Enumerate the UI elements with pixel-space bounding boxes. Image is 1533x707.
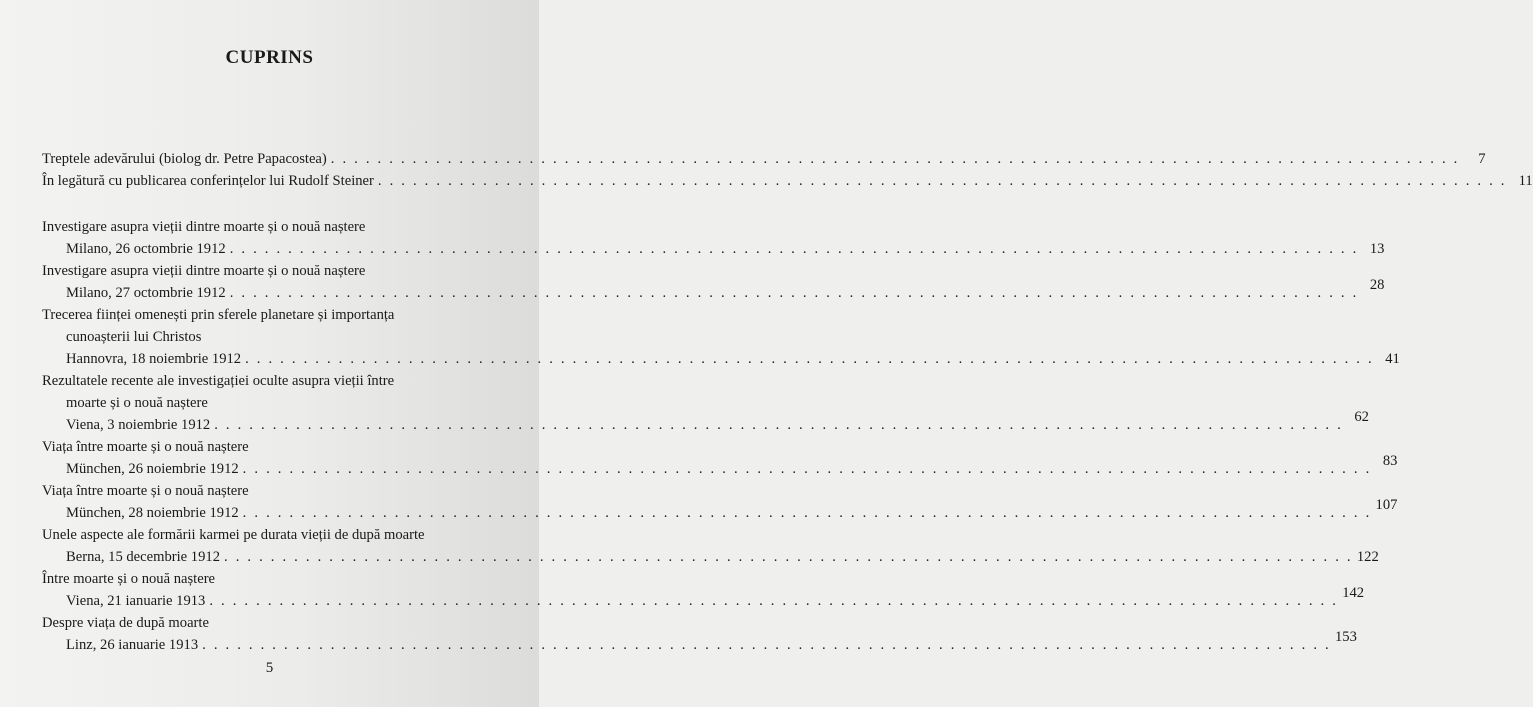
dot-leader <box>209 590 1338 612</box>
toc-entry[interactable] <box>42 480 1398 524</box>
dot-leader <box>230 238 1359 260</box>
dot-leader <box>224 546 1353 568</box>
toc-entry[interactable] <box>42 170 1533 192</box>
toc-line <box>42 585 1365 612</box>
toc-line <box>42 524 504 546</box>
toc-entry[interactable] <box>42 568 1365 612</box>
toc-entry-title: Treptele adevărului (biolog dr. Petre Papacostea) <box>42 151 327 167</box>
toc-entry-place-date: Hannovra, 18 noiembrie 1912 <box>66 351 242 367</box>
toc-entry-title: Viața între moarte și o nouă naștere <box>42 439 249 455</box>
toc-line <box>42 370 504 392</box>
toc-line <box>42 326 504 348</box>
toc-entry-title: Investigare asupra vieții dintre moarte și o nouă naștere <box>42 263 366 279</box>
toc-page-number: 83 <box>1382 453 1398 469</box>
toc-entry-place-date: München, 26 noiembrie 1912 <box>66 461 239 477</box>
toc-entry-title: Unele aspecte ale formării karmei pe durata vieții de după moarte <box>42 527 425 543</box>
toc-line <box>42 170 1533 192</box>
toc-entry-subtitle: moarte și o nouă naștere <box>66 395 208 411</box>
toc-line <box>42 409 1369 436</box>
toc-entry-place-date: Milano, 26 octombrie 1912 <box>66 241 226 257</box>
toc-entry-subtitle: cunoașterii lui Christos <box>66 329 202 345</box>
dot-leader <box>378 170 1507 192</box>
toc-line <box>42 260 504 282</box>
section-gap <box>42 192 504 216</box>
toc-entry-title: Investigare asupra vieții dintre moarte și o nouă naștere <box>42 219 366 235</box>
toc-line <box>42 568 504 590</box>
toc-entry-place-date: Linz, 26 ianuarie 1913 <box>66 637 199 653</box>
toc-page-number: 7 <box>1478 151 1486 167</box>
page-title: CUPRINS <box>225 47 314 68</box>
toc-entry-place-date: Viena, 21 ianuarie 1913 <box>66 593 206 609</box>
toc-line <box>42 238 1385 260</box>
toc-line <box>42 277 1385 304</box>
toc-page-number: 153 <box>1334 629 1357 645</box>
toc-line <box>42 216 504 238</box>
dot-leader <box>230 282 1359 304</box>
toc-line <box>42 392 504 414</box>
toc-page-number: 62 <box>1354 409 1369 425</box>
toc-entry[interactable] <box>42 216 1385 260</box>
toc-page-number: 11 <box>1518 173 1533 189</box>
toc-entry[interactable] <box>42 524 1379 568</box>
toc-entry[interactable] <box>42 260 1385 304</box>
toc-line <box>42 453 1398 480</box>
toc-line <box>42 348 1400 370</box>
dot-leader <box>331 148 1460 170</box>
toc-page-number: 142 <box>1342 585 1365 601</box>
table-of-contents <box>42 148 1533 656</box>
toc-entry-title: Trecerea ființei omenești prin sferele planetare și importanța <box>42 307 395 323</box>
toc-entry-title: Între moarte și o nouă naștere <box>42 571 216 587</box>
toc-entry[interactable] <box>42 148 1486 170</box>
toc-entry-title: Despre viața de după moarte <box>42 615 209 631</box>
dot-leader <box>245 348 1374 370</box>
toc-page-number: 28 <box>1369 277 1385 293</box>
toc-page-number: 41 <box>1385 351 1400 367</box>
dot-leader <box>202 634 1331 656</box>
toc-line <box>42 436 504 458</box>
toc-entry-title: Rezultatele recente ale investigației oculte asupra vieții între <box>42 373 395 389</box>
toc-line <box>42 546 1379 568</box>
dot-leader <box>243 502 1372 524</box>
toc-line <box>42 497 1398 524</box>
toc-line <box>42 480 504 502</box>
toc-line <box>42 304 504 326</box>
toc-line <box>42 612 504 634</box>
toc-entry-place-date: Milano, 27 octombrie 1912 <box>66 285 226 301</box>
toc-entry-title: Viața între moarte și o nouă naștere <box>42 483 249 499</box>
toc-page-number: 107 <box>1375 497 1398 513</box>
toc-entry[interactable] <box>42 304 1400 370</box>
dot-leader <box>243 458 1372 480</box>
toc-entry[interactable] <box>42 612 1357 656</box>
toc-page-number: 13 <box>1369 241 1385 257</box>
toc-entry[interactable] <box>42 436 1398 480</box>
toc-line <box>42 148 1486 170</box>
toc-entry-place-date: München, 28 noiembrie 1912 <box>66 505 239 521</box>
toc-entry-place-date: Viena, 3 noiembrie 1912 <box>66 417 211 433</box>
dot-leader <box>214 414 1343 436</box>
toc-entry-place-date: Berna, 15 decembrie 1912 <box>66 549 220 565</box>
page-number-folio: 5 <box>265 660 274 676</box>
toc-entry[interactable] <box>42 370 1369 436</box>
toc-page-number: 122 <box>1356 549 1379 565</box>
toc-entry-title: În legătură cu publicarea conferințelor lui Rudolf Steiner <box>42 173 374 189</box>
toc-line <box>42 629 1357 656</box>
